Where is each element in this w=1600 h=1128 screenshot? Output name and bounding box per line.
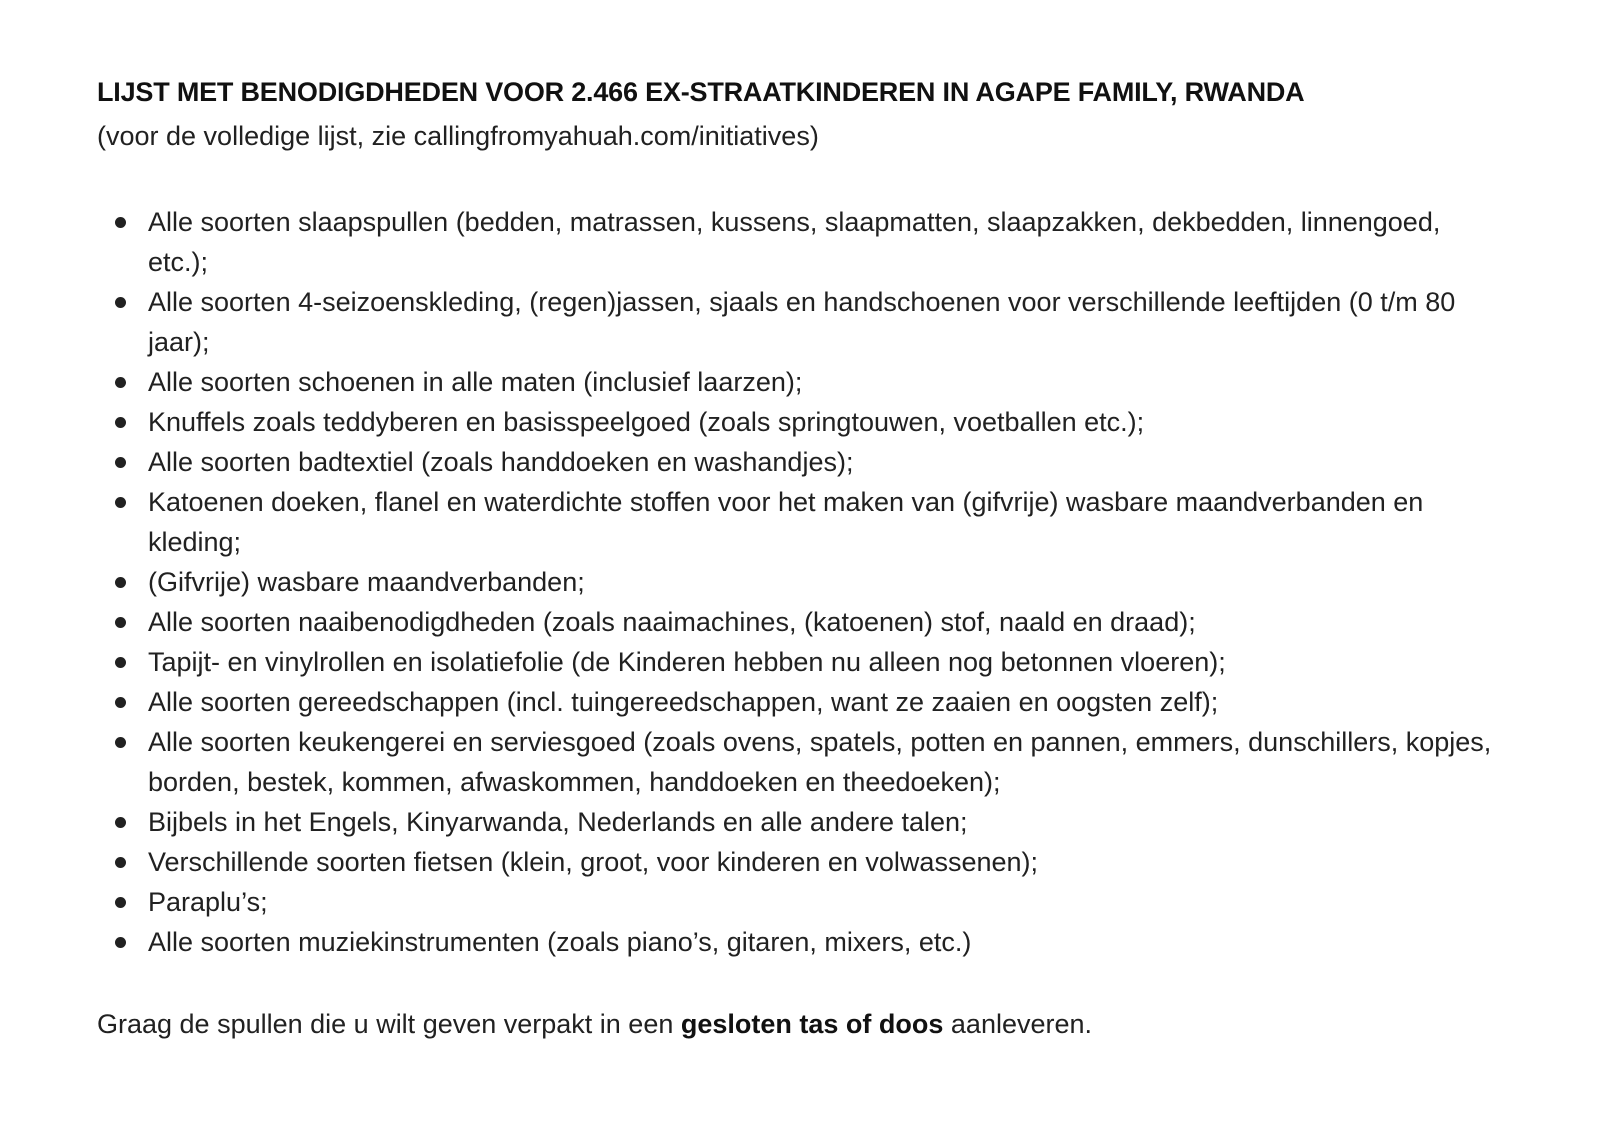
footer-note-bold: gesloten tas of doos xyxy=(680,1008,944,1039)
bullet-icon xyxy=(115,457,126,468)
list-item-text: Alle soorten schoenen in alle maten (inclusief laarzen); xyxy=(148,366,803,397)
bullet-icon xyxy=(115,217,126,228)
page-subtitle: (voor de volledige lijst, zie callingfromyahuah.com/initiatives) xyxy=(97,120,819,151)
list-item-text: Alle soorten muziekinstrumenten (zoals piano’s, gitaren, mixers, etc.) xyxy=(148,926,972,957)
list-item-text: (Gifvrije) wasbare maandverbanden; xyxy=(148,566,585,597)
list-item xyxy=(97,602,1492,642)
list-item xyxy=(97,482,1492,562)
list-item xyxy=(97,562,1492,602)
footer-note xyxy=(97,1004,1500,1044)
list-item-text: Alle soorten badtextiel (zoals handdoeken en washandjes); xyxy=(148,446,854,477)
list-item xyxy=(97,842,1492,882)
list-item-text: Knuffels zoals teddyberen en basisspeelgoed (zoals springtouwen, voetballen etc.); xyxy=(148,406,1145,437)
bullet-icon xyxy=(115,737,126,748)
page-title: LIJST MET BENODIGDHEDEN VOOR 2.466 EX-STRAATKINDEREN IN AGAPE FAMILY, RWANDA xyxy=(97,77,1305,107)
list-item-text: Alle soorten keukengerei en serviesgoed (zoals ovens, spatels, potten en pannen, emmers, dunschillers, kopjes, borden, bestek, kommen, afwaskommen, handdoeken en theedoeken); xyxy=(148,726,1492,797)
footer-note-prefix: Graag de spullen die u wilt geven verpakt in een xyxy=(97,1008,681,1039)
list-item xyxy=(97,402,1492,442)
bullet-icon xyxy=(115,657,126,668)
bullet-icon xyxy=(115,897,126,908)
list-item xyxy=(97,882,1492,922)
bullet-icon xyxy=(115,497,126,508)
list-item xyxy=(97,642,1492,682)
bullet-icon xyxy=(115,697,126,708)
list-item-text: Alle soorten 4-seizoenskleding, (regen)jassen, sjaals en handschoenen voor verschillende leeftijden (0 t/m 80 jaar); xyxy=(148,286,1456,357)
list-item xyxy=(97,362,1492,402)
list-item-text: Alle soorten naaibenodigdheden (zoals naaimachines, (katoenen) stof, naald en draad); xyxy=(148,606,1196,637)
list-item-text: Paraplu’s; xyxy=(148,886,268,917)
bullet-icon xyxy=(115,577,126,588)
bullet-icon xyxy=(115,297,126,308)
list-item-text: Alle soorten slaapspullen (bedden, matrassen, kussens, slaapmatten, slaapzakken, dekbedden, linnengoed, etc.); xyxy=(148,206,1441,277)
bullet-icon xyxy=(115,937,126,948)
list-item-text: Alle soorten gereedschappen (incl. tuingereedschappen, want ze zaaien en oogsten zelf); xyxy=(148,686,1219,717)
footer-note-suffix: aanleveren. xyxy=(943,1008,1093,1039)
bullet-icon xyxy=(115,857,126,868)
list-item xyxy=(97,202,1492,282)
list-item-text: Katoenen doeken, flanel en waterdichte stoffen voor het maken van (gifvrije) wasbare maandverbanden en kleding; xyxy=(148,486,1424,557)
bullet-icon xyxy=(115,817,126,828)
list-item-text: Bijbels in het Engels, Kinyarwanda, Nederlands en alle andere talen; xyxy=(148,806,968,837)
list-item xyxy=(97,922,1492,962)
supply-list xyxy=(97,202,1497,962)
list-item xyxy=(97,722,1492,802)
bullet-icon xyxy=(115,617,126,628)
list-item xyxy=(97,442,1492,482)
list-item xyxy=(97,282,1492,362)
list-item-text: Verschillende soorten fietsen (klein, groot, voor kinderen en volwassenen); xyxy=(148,846,1038,877)
list-item xyxy=(97,802,1492,842)
list-item-text: Tapijt- en vinylrollen en isolatiefolie (de Kinderen hebben nu alleen nog betonnen vloeren); xyxy=(148,646,1226,677)
list-item xyxy=(97,682,1492,722)
bullet-icon xyxy=(115,377,126,388)
bullet-icon xyxy=(115,417,126,428)
